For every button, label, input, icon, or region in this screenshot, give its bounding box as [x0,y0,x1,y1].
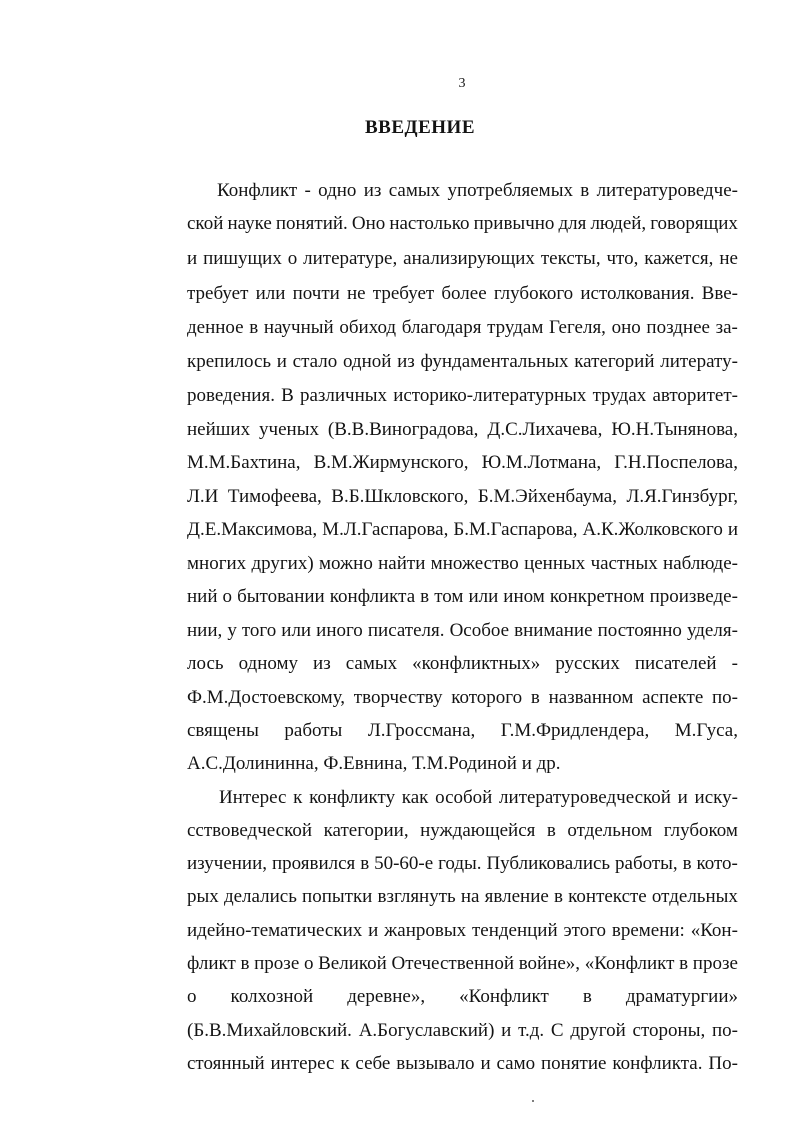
word: в [240,953,250,974]
word: идейно-тематических [187,920,363,941]
word: «конфликтных» [412,653,541,674]
word: нуждающейся [420,820,536,841]
word: попытки [302,886,373,907]
word: в [249,317,259,338]
word: колхозной [230,986,314,1007]
word: В.Б.Шкловского, [331,486,469,507]
word: стороны, [632,1020,706,1041]
text-line [187,1052,738,1076]
word: научный [263,317,334,338]
word: не [347,283,366,304]
word: Отечественной [391,953,514,974]
word: и [501,1020,512,1041]
word: в [553,886,563,907]
word: жанровых [384,920,467,941]
word: можно [318,553,373,574]
text-line [187,852,738,876]
text-line [187,919,738,943]
word: прозе [692,953,738,974]
word: иного [316,620,363,641]
text-line [187,282,738,306]
word: фликт [187,953,236,974]
text-line [187,1019,738,1043]
word: Гегеля, [549,317,606,338]
word: одному [238,653,299,674]
word: для [558,213,587,234]
text-line: А.С.Долининна, Ф.Евнина, Т.М.Родиной и др. [187,753,561,774]
word: глубокого [493,283,574,304]
text-line [187,451,738,475]
word: роведения. [187,385,275,406]
word: глубоком [663,820,738,841]
word: трудам [487,317,544,338]
word: времени: [611,920,685,941]
word: кото- [696,853,738,874]
scan-speck [532,1100,534,1102]
word: В.М.Жирмунского, [313,452,469,473]
word: другой [570,1020,626,1041]
word: трудах [592,385,647,406]
word: из [313,653,331,674]
word: денное [187,317,244,338]
word: тексты, [540,248,601,269]
word: наблюде- [663,553,738,574]
word: А.К.Жолковского [582,519,723,540]
word: самых [345,653,398,674]
word: множество [430,553,519,574]
word: благодаря [401,317,482,338]
word: обиход [339,317,397,338]
word: конкретном [549,586,645,607]
word: Публиковались [486,853,611,874]
word: ской [187,213,224,234]
word: как [401,787,429,808]
word: произведе- [649,586,738,607]
word: том [434,586,464,607]
word: найти [378,553,426,574]
word: или [281,620,312,641]
word: к [340,1053,350,1074]
word: требует [187,283,249,304]
text-line [187,652,738,676]
word: ином [503,586,545,607]
word: в [682,853,692,874]
word: ний [187,586,218,607]
word: Д.Е.Максимова, [187,519,318,540]
word: годы. [438,853,482,874]
word: на [460,886,480,907]
text-line [187,885,738,909]
section-heading: ВВЕДЕНИЕ [365,117,475,138]
word: которого [451,687,523,708]
word: аспекте [642,687,704,708]
word: науке [227,213,272,234]
text-line [187,585,738,609]
word: Ю.М.Лотмана, [481,452,602,473]
word: в [360,853,370,874]
word: по- [711,1020,738,1041]
word: за- [715,317,738,338]
text-line [187,686,738,710]
word: у [227,620,237,641]
word: творчеству [353,687,443,708]
word: или [255,283,286,304]
word: 50-60-е [374,853,434,874]
word: Г.М.Фридлендера, [500,720,650,741]
word: явление [484,886,549,907]
word: Тимофеева, [227,486,322,507]
word: того [241,620,277,641]
word: Д.С.Лихачева, [487,419,603,440]
word: категорий [574,351,655,372]
word: конфликта. [612,1053,703,1074]
word: литературоведческой [499,787,671,808]
word: в [420,586,430,607]
word: писателя. [367,620,445,641]
word: говорящих [650,213,738,234]
word: священы [187,720,259,741]
word: Вве- [701,283,738,304]
word: в [580,180,590,201]
word: Г.Н.Поспелова, [614,452,738,473]
word: прозе [254,953,300,974]
word: привычно [473,213,555,234]
text-line [217,179,738,203]
word: «Конфликт [459,986,549,1007]
word: истолкования. [580,283,695,304]
word: многих [187,553,247,574]
word: лось [187,653,224,674]
text-line [187,819,738,843]
word: о [187,986,197,1007]
word: отдельных [651,886,738,907]
word: - [304,180,311,201]
word: делались [223,886,297,907]
word: особой [435,787,493,808]
word: ученых [259,419,319,440]
word: литературе, [303,248,398,269]
word: и [187,248,198,269]
word: литерату- [660,351,738,372]
word: пишущих [203,248,282,269]
word: и [480,1053,491,1074]
text-line [187,384,738,408]
word: в [679,953,689,974]
word: конфликта [329,586,416,607]
word: «Конфликт [584,953,675,974]
word: проявился [271,853,356,874]
word: (В.В.Виноградова, [327,419,479,440]
word: М.М.Бахтина, [187,452,301,473]
word: фундаментальных [420,351,569,372]
word: почти [292,283,340,304]
word: интерес [270,1053,335,1074]
text-line [219,786,738,810]
word: названном [548,687,634,708]
word: людей, [590,213,647,234]
word: этого [563,920,607,941]
word: и [276,351,287,372]
word: из [397,351,415,372]
word: одной [342,351,392,372]
word: деревне», [347,986,426,1007]
word: ценных [524,553,586,574]
word: частных [590,553,658,574]
text-line [187,518,738,542]
word: По- [708,1053,738,1074]
word: С [550,1020,564,1041]
word: работы [284,720,343,741]
word: тенденций [471,920,558,941]
word: одно [318,180,357,201]
word: Л.Я.Гинзбург, [626,486,738,507]
word: не [719,248,738,269]
word: понятие [540,1053,607,1074]
word: т.д. [518,1020,545,1041]
text-line [187,212,738,236]
text-line [187,485,738,509]
word: Б.М.Гаспарова, [453,519,578,540]
word: крепилось [187,351,272,372]
word: вызывало [396,1053,475,1074]
word: о [287,248,298,269]
word: литературоведче- [596,180,738,201]
word: изучении, [187,853,268,874]
word: - [731,653,738,674]
word: нейших [187,419,251,440]
word: стало [292,351,338,372]
word: нии, [187,620,223,641]
word: стоянный [187,1053,265,1074]
word: к [293,787,303,808]
page-number: 3 [458,76,466,91]
word: позднее [646,317,710,338]
word: Великой [318,953,387,974]
word: из [363,180,382,201]
word: что, [606,248,639,269]
word: и [677,787,688,808]
word: постоянно [597,620,682,641]
text-line [187,552,738,576]
word: рых [187,886,219,907]
word: Особое [449,620,510,641]
word: М.Л.Гаспарова, [322,519,449,540]
word: конфликту [309,787,396,808]
word: работы, [615,853,678,874]
word: писателей [634,653,717,674]
text-line [187,985,738,1009]
word: русских [555,653,620,674]
word: взглянуть [377,886,456,907]
word: драматургии» [625,986,738,1007]
word: настолько [389,213,470,234]
word: сствоведческой [187,820,313,841]
word: иску- [694,787,738,808]
word: более [441,283,487,304]
word: контексте [568,886,647,907]
word: в [546,820,556,841]
word: «Кон- [690,920,738,941]
word: А.Богуславский) [358,1020,495,1041]
word: кажется, [644,248,714,269]
word: по- [712,687,738,708]
word: требует [372,283,435,304]
word: авторитет- [652,385,738,406]
word: Оно [351,213,386,234]
word: в [530,687,540,708]
word: войне», [518,953,581,974]
text-line [187,350,738,374]
word: анализирующих [403,248,535,269]
word: уделя- [686,620,738,641]
word: бытовании [237,586,325,607]
word: Б.М.Эйхенбаума, [477,486,617,507]
word: самых [388,180,441,201]
word: о [222,586,233,607]
word: употребляемых [447,180,573,201]
text-line [187,247,738,271]
word: внимание [514,620,593,641]
word: и [368,920,379,941]
text-line [187,316,738,340]
text-line [187,418,738,442]
word: Интерес [219,787,287,808]
word: Ф.М.Достоевскому, [187,687,346,708]
word: само [496,1053,536,1074]
text-line [187,719,738,743]
word: себе [355,1053,391,1074]
word: категории, [323,820,409,841]
text-line [187,619,738,643]
word: (Б.В.Михайловский. [187,1020,352,1041]
word: Л.И [187,486,219,507]
word: оно [611,317,641,338]
word: и [727,519,738,540]
word: историко-литературных [393,385,587,406]
word: Ю.Н.Тынянова, [611,419,738,440]
word: или [468,586,499,607]
word: о [303,953,314,974]
word: В [281,385,294,406]
word: М.Гуса, [674,720,738,741]
word: различных [299,385,388,406]
word: Л.Гроссмана, [367,720,476,741]
text-line [187,952,738,976]
word: Конфликт [217,180,298,201]
word: других) [251,553,314,574]
word: понятий. [275,213,348,234]
word: отдельном [567,820,653,841]
word: в [582,986,592,1007]
